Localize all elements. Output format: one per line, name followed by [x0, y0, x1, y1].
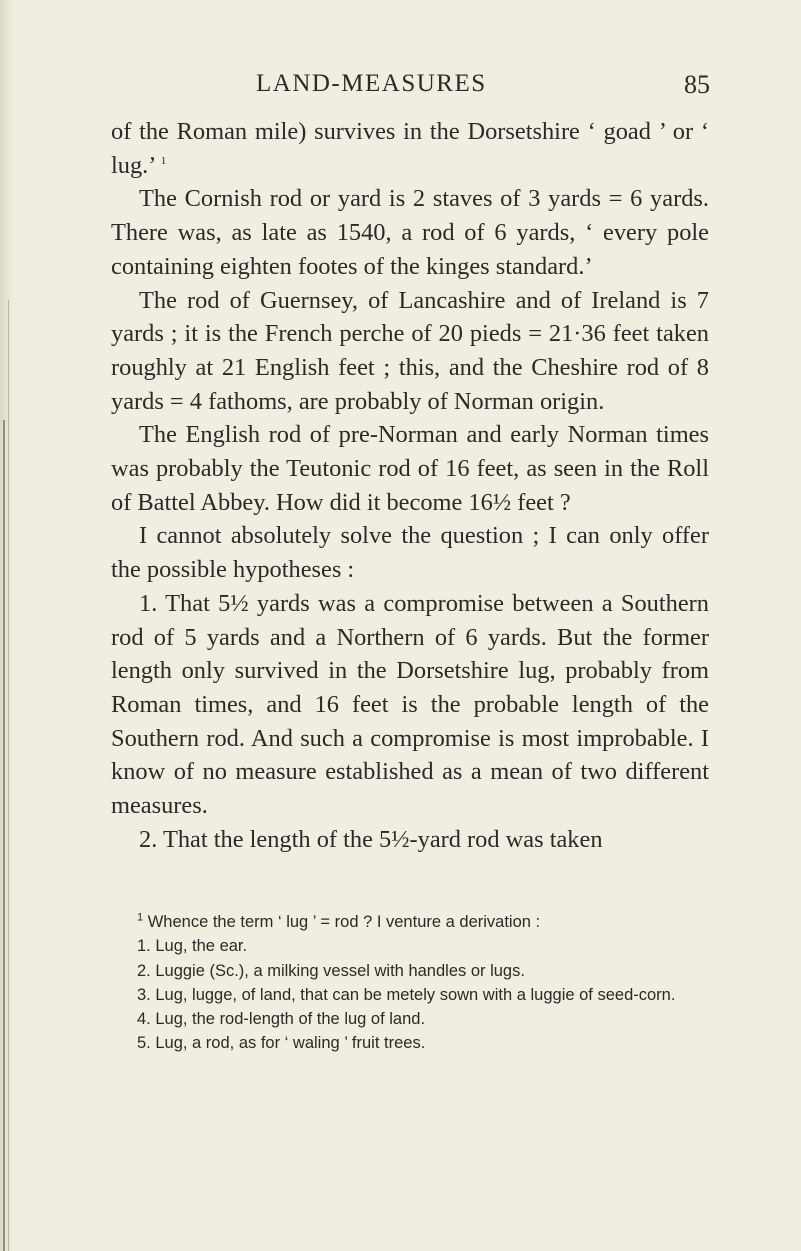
running-title: LAND-MEASURES [256, 70, 487, 97]
page-number: 85 [684, 70, 710, 99]
paragraph: The Cornish rod or yard is 2 staves of 3 yards = 6 yards. There was, as late as 1540, a rod of 6 yards, ‘ every pole containing eighten footes of the kinges standard.’ [111, 185, 709, 280]
paragraph-continued: of the Roman mile) survives in the Dorsetshire ‘ goad ’ or ‘ lug.’ $^1$ [111, 118, 709, 179]
footnote-item: 4. Lug, the rod-length of the lug of land. [137, 1010, 426, 1029]
footnote-item: 2. Luggie (Sc.), a milking vessel with handles or lugs. [137, 961, 525, 980]
footnote-item: 1. Lug, the ear. [137, 937, 248, 956]
footnote-item: 5. Lug, a rod, as for ‘ waling ’ fruit trees. [137, 1034, 426, 1053]
body-text [111, 115, 709, 856]
page-header [110, 70, 710, 104]
paragraph: 2. That the length of the 5½-yard rod was taken [139, 825, 603, 853]
binding-edge-line-secondary [8, 300, 9, 1251]
binding-edge-line [3, 420, 5, 1251]
footnote-intro: $^1$ Whence the term ‘ lug ’ = rod ? I venture a derivation : [137, 911, 541, 931]
footnotes [111, 910, 709, 1056]
footnote-ref: 1 [160, 154, 167, 167]
footnote-item: 3. Lug, lugge, of land, that can be metely sown with a luggie of seed-corn. [137, 985, 676, 1004]
paragraph: The rod of Guernsey, of Lancashire and of Ireland is 7 yards ; it is the French perche of 20 pieds = 21·36 feet taken roughly at 21 English feet ; this, and the Cheshire rod of 8 yards = 4 fathoms, are probably of Norman origin. [111, 286, 709, 415]
paragraph: 1. That 5½ yards was a compromise between a Southern rod of 5 yards and a Northern of 6 yards. But the former length only survived in the Dorsetshire lug, probably from Roman times, and 16 feet is the probable length of the Southern rod. And such a compromise is most improbable. I know of no measure established as a mean of two different measures. [111, 589, 709, 820]
paragraph: The English rod of pre-Norman and early Norman times was probably the Teutonic rod of 16 feet, as seen in the Roll of Battel Abbey. How did it become 16½ feet ? [111, 421, 709, 516]
footnote-marker: 1 [137, 911, 144, 924]
paragraph: I cannot absolutely solve the question ; I can only offer the possible hypotheses : [111, 522, 709, 584]
